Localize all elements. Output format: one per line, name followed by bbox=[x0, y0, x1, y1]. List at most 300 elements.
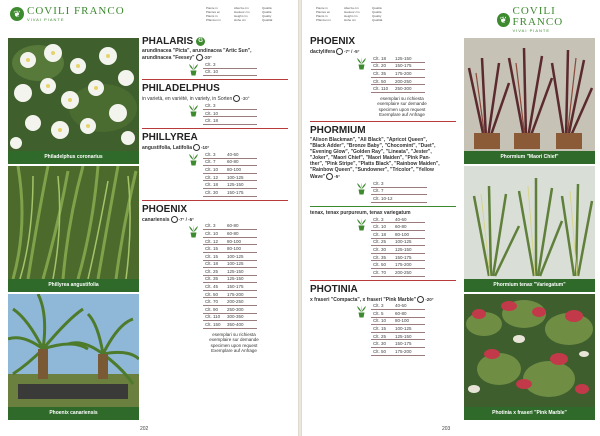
height-range: 40-60 bbox=[393, 303, 425, 310]
note-line: Exemplare auf Anfrage bbox=[211, 348, 257, 354]
legend-text: Hauteur cm bbox=[344, 10, 360, 14]
legend-text: Qualité bbox=[262, 10, 272, 14]
catalog-entry bbox=[310, 36, 458, 118]
container-size: Clt. 12 bbox=[203, 237, 225, 245]
brand-sub: VIVAI PIANTE bbox=[512, 28, 551, 33]
height-range: 250-300 bbox=[393, 85, 425, 93]
height-range bbox=[225, 68, 257, 76]
table-row bbox=[371, 216, 425, 223]
entry-title bbox=[142, 204, 290, 215]
container-size: Clt. 35 bbox=[371, 70, 393, 78]
legend-text: Altezza cm bbox=[234, 6, 249, 10]
table-row bbox=[371, 62, 425, 70]
entry-subtitle-text: "Black Adder", "Bronze Baby", "Chocomint", "Duet", bbox=[310, 142, 436, 149]
hardiness-icon bbox=[417, 296, 424, 303]
container-size: Clt. 18 bbox=[371, 230, 393, 238]
entry-subtitle-text: tenax, tenax purpureum, tenax variegatum bbox=[310, 209, 411, 216]
container-size: Clt. 35 bbox=[371, 253, 393, 261]
catalog-entry bbox=[310, 280, 458, 356]
table-row bbox=[371, 85, 425, 93]
container-size: Clt. 18 bbox=[203, 181, 225, 189]
table-row bbox=[371, 261, 425, 269]
entry-title-text: PHOENIX bbox=[310, 36, 356, 47]
table-row bbox=[203, 283, 257, 291]
legend-text: Hauteur cm bbox=[234, 10, 250, 14]
entry-subtitle-text: arundinacea "Picta", arundinacea "Artic Sun", bbox=[142, 48, 252, 54]
height-range: 60-80 bbox=[225, 230, 257, 238]
container-size: Clt. 18 bbox=[371, 55, 393, 62]
height-range: 80-100 bbox=[225, 237, 257, 245]
entry-title-text: PHILADELPHUS bbox=[142, 83, 220, 95]
legend-text: Höhe cm bbox=[344, 18, 357, 22]
entry-subtitle bbox=[142, 95, 290, 102]
height-range bbox=[225, 102, 257, 109]
table-row bbox=[203, 151, 257, 158]
photo-caption: Phillyrea angustifolia bbox=[8, 279, 139, 292]
sizes-table bbox=[203, 61, 257, 76]
container-size: Clt. 110 bbox=[203, 313, 225, 321]
brand-name: COVILI FRANCO bbox=[512, 5, 564, 28]
table-row bbox=[371, 223, 425, 231]
height-range: 175-200 bbox=[393, 348, 425, 356]
hardiness-value: -5° bbox=[334, 173, 341, 179]
height-range: 125-150 bbox=[225, 275, 257, 283]
table-row bbox=[371, 268, 425, 276]
legend-text: Piante in bbox=[206, 6, 218, 10]
height-range bbox=[395, 180, 427, 187]
section-divider bbox=[310, 206, 456, 207]
legend-text: Plantes en bbox=[206, 10, 221, 14]
container-size: Clt. 3 bbox=[371, 303, 393, 310]
hardiness-value: -7° / -5° bbox=[178, 216, 194, 222]
container-size: Clt. 3 bbox=[371, 216, 393, 223]
container-size: Clt. 3 bbox=[203, 151, 225, 158]
table-row bbox=[371, 348, 425, 356]
container-size: Clt. 25 bbox=[203, 268, 225, 276]
container-size: Clt. 7 bbox=[371, 187, 395, 195]
table-row bbox=[203, 268, 257, 276]
height-range: 200-250 bbox=[393, 268, 425, 276]
legend-text: Qualità bbox=[262, 6, 272, 10]
note-line: esemplari su richiesta bbox=[380, 95, 424, 101]
left-content bbox=[142, 34, 290, 356]
legend-column bbox=[206, 6, 228, 22]
table-row bbox=[371, 195, 427, 203]
legend-column bbox=[316, 6, 338, 22]
sizes-block bbox=[188, 61, 290, 76]
legend-column bbox=[262, 6, 284, 22]
potted-plant-icon bbox=[356, 305, 367, 318]
height-range: 100-125 bbox=[225, 173, 257, 181]
table-row bbox=[203, 173, 257, 181]
container-size: Clt. 12 bbox=[203, 173, 225, 181]
photo-phormium-tenax bbox=[464, 166, 595, 292]
note-line: exemplaire sur demande bbox=[377, 101, 427, 107]
potted-plant-icon bbox=[188, 104, 199, 117]
entry-title bbox=[142, 83, 290, 94]
legend-text: Quality bbox=[372, 14, 382, 18]
photo-phoenix-canariensis bbox=[8, 294, 139, 420]
table-row bbox=[203, 290, 257, 298]
height-range: 200-250 bbox=[393, 77, 425, 85]
photo-philadelphus bbox=[8, 38, 139, 164]
photo-image bbox=[8, 294, 139, 407]
legend-text: Qualità bbox=[372, 6, 382, 10]
note-line: esemplari su richiesta bbox=[212, 331, 256, 337]
entry-subtitle-text: canariensis bbox=[142, 216, 170, 223]
entry-subtitle-text: x fraseri "Compacta", x fraseri "Pink Marble" bbox=[310, 296, 417, 303]
note-line: Exemplare auf Anfrage bbox=[379, 112, 425, 118]
container-size: Clt. 3 bbox=[203, 223, 225, 230]
catalog-entry bbox=[142, 36, 290, 76]
brand-sub: VIVAI PIANTE bbox=[27, 17, 65, 22]
catalog-entry bbox=[310, 206, 458, 277]
height-range: 40-60 bbox=[225, 151, 257, 158]
legend-text: Pflanzen in bbox=[316, 18, 331, 22]
container-size: Clt. 25 bbox=[371, 238, 393, 246]
height-range: 80-100 bbox=[225, 166, 257, 174]
hardiness-icon bbox=[171, 216, 178, 223]
specimen-note bbox=[184, 332, 284, 354]
container-size: Clt. 30 bbox=[371, 246, 393, 254]
table-row bbox=[203, 181, 257, 189]
container-size: Clt. 10 bbox=[203, 230, 225, 238]
brand-logo bbox=[10, 6, 125, 22]
height-range: 60-80 bbox=[393, 310, 425, 318]
height-range: 125-150 bbox=[393, 332, 425, 340]
right-content bbox=[310, 34, 458, 356]
container-size: Clt. 10 bbox=[371, 223, 393, 231]
height-range: 125-150 bbox=[393, 55, 425, 62]
container-size: Clt. 18 bbox=[203, 260, 225, 268]
table-row bbox=[371, 317, 425, 325]
table-row bbox=[203, 306, 257, 314]
container-size: Clt. 45 bbox=[203, 283, 225, 291]
table-row bbox=[203, 117, 257, 125]
legend-text: Pflanzen in bbox=[206, 18, 221, 22]
height-range: 100-125 bbox=[225, 260, 257, 268]
height-range: 125-150 bbox=[393, 246, 425, 254]
left-photo-column bbox=[8, 38, 139, 422]
entry-subtitle-text: in varietà, en variété, in variety, in Sorten bbox=[142, 96, 233, 103]
hardiness-value: -10° bbox=[201, 144, 210, 150]
hardiness-value: -20° bbox=[203, 54, 212, 60]
height-range bbox=[395, 195, 427, 203]
height-range: 200-250 bbox=[225, 298, 257, 306]
container-size: Clt. 110 bbox=[371, 85, 393, 93]
photo-image bbox=[464, 38, 595, 151]
table-row bbox=[203, 188, 257, 196]
entry-subtitle bbox=[142, 54, 290, 61]
photo-image bbox=[8, 38, 139, 151]
entry-subtitle-text: "Evening Glow", "Golden Ray", "Lineata", "Jester", bbox=[310, 148, 432, 155]
photo-phormium-maori bbox=[464, 38, 595, 164]
container-size: Clt. 70 bbox=[203, 298, 225, 306]
entry-subtitle bbox=[310, 173, 458, 180]
height-range: 150-175 bbox=[225, 283, 257, 291]
legend-text: Plants in bbox=[206, 14, 218, 18]
table-row bbox=[203, 321, 257, 329]
table-row bbox=[203, 109, 257, 117]
height-range: 150-175 bbox=[225, 188, 257, 196]
catalog-entry bbox=[142, 79, 290, 125]
entry-subtitle bbox=[310, 296, 458, 303]
entry-subtitle-text: Wave" bbox=[310, 173, 326, 180]
table-row bbox=[371, 332, 425, 340]
potted-plant-icon bbox=[188, 225, 199, 238]
table-row bbox=[203, 230, 257, 238]
height-range: 100-125 bbox=[393, 238, 425, 246]
entry-subtitle-text: "Alison Blackman", "All Black", "Apricot Queen", bbox=[310, 136, 428, 143]
legend-text: Piante in bbox=[316, 6, 328, 10]
height-range bbox=[395, 187, 427, 195]
container-size: Clt. 15 bbox=[371, 325, 393, 333]
section-divider bbox=[142, 200, 288, 201]
table-row bbox=[371, 187, 427, 195]
catalog-entry bbox=[142, 200, 290, 354]
container-size: Clt. 150 bbox=[203, 321, 225, 329]
entry-subtitle-text: arundinacea "Feesey" bbox=[142, 54, 195, 61]
container-size: Clt. 50 bbox=[203, 290, 225, 298]
container-size: Clt. 15 bbox=[203, 245, 225, 253]
note-line: specimen upon request bbox=[210, 342, 258, 348]
legend-column bbox=[372, 6, 394, 22]
height-range: 175-200 bbox=[393, 70, 425, 78]
sizes-table bbox=[203, 223, 257, 329]
height-range: 100-125 bbox=[225, 252, 257, 260]
section-divider bbox=[310, 121, 456, 122]
hardiness-icon bbox=[193, 144, 200, 151]
entry-title-text: PHORMIUM bbox=[310, 124, 366, 136]
page-number: 202 bbox=[140, 426, 149, 432]
legend-text: Qualität bbox=[262, 18, 273, 22]
height-range: 175-200 bbox=[225, 290, 257, 298]
legend-text: Plants in bbox=[316, 14, 328, 18]
table-row bbox=[371, 325, 425, 333]
table-row bbox=[371, 246, 425, 254]
table-row bbox=[203, 166, 257, 174]
height-range: 60-80 bbox=[225, 223, 257, 230]
height-range: 150-175 bbox=[393, 340, 425, 348]
height-range: 150-175 bbox=[393, 62, 425, 70]
photo-caption: Philadelphus coronarius bbox=[8, 151, 139, 164]
container-size: Clt. 3 bbox=[203, 102, 225, 109]
photo-caption: Phormium tenax "Variegatum" bbox=[464, 279, 595, 292]
container-size: Clt. 25 bbox=[371, 332, 393, 340]
hardiness-value: -30° bbox=[241, 96, 250, 102]
container-size: Clt. 70 bbox=[371, 268, 393, 276]
height-range: 350-400 bbox=[225, 321, 257, 329]
height-range: 150-175 bbox=[393, 253, 425, 261]
table-row bbox=[371, 70, 425, 78]
sizes-block bbox=[356, 303, 458, 356]
entry-title bbox=[310, 125, 458, 136]
photo-photinia bbox=[464, 294, 595, 420]
photo-image bbox=[464, 166, 595, 279]
height-range: 80-100 bbox=[225, 245, 257, 253]
table-row bbox=[203, 237, 257, 245]
container-size: Clt. 30 bbox=[371, 340, 393, 348]
table-row bbox=[203, 252, 257, 260]
entry-title bbox=[310, 36, 458, 47]
container-size: Clt. 90 bbox=[203, 306, 225, 314]
entry-title-text: PHALARIS bbox=[142, 36, 194, 47]
table-row bbox=[203, 275, 257, 283]
height-range: 60-80 bbox=[225, 158, 257, 166]
entry-subtitle-text: ther", "Pink Stripe", "Platts Black", "Rainbow Maiden", bbox=[310, 160, 440, 167]
right-page bbox=[302, 0, 600, 436]
sizes-table bbox=[203, 102, 257, 125]
section-divider bbox=[310, 280, 456, 281]
height-range: 100-125 bbox=[393, 325, 425, 333]
container-size: Clt. 15 bbox=[203, 252, 225, 260]
container-size: Clt. 50 bbox=[371, 348, 393, 356]
catalog-entry bbox=[142, 128, 290, 197]
height-range bbox=[225, 109, 257, 117]
table-row bbox=[371, 180, 427, 187]
legend-text: Höhe cm bbox=[234, 18, 247, 22]
entry-subtitle-text: "Rainbow Queen", "Sundowner", "Tricolor", "Yellow bbox=[310, 166, 434, 173]
section-divider bbox=[142, 79, 288, 80]
leaf-icon: ❦ bbox=[497, 13, 510, 27]
table-row bbox=[203, 298, 257, 306]
height-range: 300-350 bbox=[225, 313, 257, 321]
height-range: 175-200 bbox=[393, 261, 425, 269]
table-row bbox=[203, 245, 257, 253]
table-row bbox=[371, 230, 425, 238]
table-row bbox=[371, 238, 425, 246]
table-row bbox=[371, 55, 425, 62]
table-row bbox=[371, 340, 425, 348]
legend-column bbox=[344, 6, 366, 22]
container-size: Clt. 20 bbox=[371, 62, 393, 70]
sizes-block bbox=[356, 180, 458, 203]
legend-text: Height cm bbox=[234, 14, 248, 18]
container-size: Clt. 7 bbox=[203, 158, 225, 166]
note-line: exemplaire sur demande bbox=[209, 337, 259, 343]
height-range: 80-100 bbox=[393, 317, 425, 325]
leaf-icon: ❦ bbox=[10, 7, 24, 21]
entry-subtitle bbox=[142, 216, 290, 223]
container-size: Clt. 30 bbox=[203, 188, 225, 196]
sizes-table bbox=[371, 55, 425, 93]
container-size: Clt. 50 bbox=[371, 77, 393, 85]
table-row bbox=[203, 260, 257, 268]
container-size: Clt. 18 bbox=[203, 117, 225, 125]
photo-caption: Phormium "Maori Chief" bbox=[464, 151, 595, 164]
table-row bbox=[371, 77, 425, 85]
legend-text: Qualität bbox=[372, 18, 383, 22]
table-row bbox=[203, 102, 257, 109]
table-row bbox=[203, 313, 257, 321]
note-line: specimen upon request bbox=[378, 106, 426, 112]
entry-subtitle bbox=[310, 48, 458, 55]
legend bbox=[316, 6, 394, 22]
entry-title-text: PHOENIX bbox=[142, 203, 188, 215]
entry-subtitle-text: dactylifera bbox=[310, 48, 336, 55]
page-number: 203 bbox=[442, 426, 451, 432]
potted-plant-icon bbox=[356, 182, 367, 195]
potted-plant-icon bbox=[356, 218, 367, 231]
height-range bbox=[225, 117, 257, 125]
sizes-table bbox=[203, 151, 257, 197]
table-row bbox=[203, 68, 257, 76]
height-range: 250-300 bbox=[225, 306, 257, 314]
potted-plant-icon bbox=[356, 57, 367, 70]
height-range: 60-80 bbox=[393, 223, 425, 231]
legend-text: Height cm bbox=[344, 14, 358, 18]
sizes-block bbox=[188, 223, 290, 329]
sizes-block bbox=[356, 216, 458, 277]
table-row bbox=[203, 61, 257, 68]
container-size: Clt. 10 bbox=[203, 166, 225, 174]
legend-text: Qualité bbox=[372, 10, 382, 14]
legend-text: Plantes en bbox=[316, 10, 331, 14]
potted-plant-icon bbox=[188, 63, 199, 76]
height-range: 125-150 bbox=[225, 268, 257, 276]
sizes-block bbox=[188, 102, 290, 125]
entry-title-text: PHILLYREA bbox=[142, 131, 198, 143]
brand-logo bbox=[497, 6, 600, 33]
entry-title-text: PHOTINIA bbox=[310, 283, 358, 295]
entry-subtitle bbox=[142, 144, 290, 151]
entry-title bbox=[142, 36, 290, 47]
legend-column bbox=[234, 6, 256, 22]
container-size: Clt. 50 bbox=[371, 261, 393, 269]
photo-caption: Photinia x fraseri "Pink Marble" bbox=[464, 407, 595, 420]
hardiness-icon bbox=[233, 95, 240, 102]
catalog-entry bbox=[310, 121, 458, 203]
photo-image bbox=[8, 166, 139, 279]
container-size: Clt. 10-12 bbox=[373, 195, 393, 201]
hardiness-value: -20° bbox=[425, 296, 434, 302]
section-divider bbox=[142, 128, 288, 129]
hardiness-value: -7° / -5° bbox=[344, 48, 360, 54]
container-size: Clt. 35 bbox=[203, 275, 225, 283]
entry-title bbox=[142, 132, 290, 143]
potted-plant-icon bbox=[188, 153, 199, 166]
entry-title bbox=[310, 284, 458, 295]
photo-caption: Phoenix canariensis bbox=[8, 407, 139, 420]
specimen-note bbox=[352, 96, 452, 118]
legend bbox=[206, 6, 284, 22]
container-size: Clt. 10 bbox=[371, 317, 393, 325]
category-badge: G bbox=[196, 37, 205, 46]
container-size: Clt. 10 bbox=[203, 68, 225, 76]
sizes-block bbox=[188, 151, 290, 197]
table-row bbox=[371, 310, 425, 318]
hardiness-icon bbox=[336, 48, 343, 55]
left-page bbox=[0, 0, 298, 436]
photo-phillyrea bbox=[8, 166, 139, 292]
hardiness-icon bbox=[196, 54, 203, 61]
sizes-table bbox=[371, 216, 425, 277]
height-range: 125-150 bbox=[225, 181, 257, 189]
sizes-table bbox=[371, 180, 427, 203]
table-row bbox=[371, 253, 425, 261]
entry-subtitle-text: angustifolia, Latifolia bbox=[142, 144, 193, 151]
table-row bbox=[371, 303, 425, 310]
entry-subtitle-text: "Joker", "Maori Chief", "Maori Maiden", "Pink Pan- bbox=[310, 154, 431, 161]
legend-text: Quality bbox=[262, 14, 272, 18]
sizes-block bbox=[356, 55, 458, 93]
container-size: Clt. 10 bbox=[203, 109, 225, 117]
right-photo-column bbox=[464, 38, 595, 422]
container-size: Clt. 3 bbox=[203, 61, 225, 68]
table-row bbox=[203, 223, 257, 230]
hardiness-icon bbox=[326, 173, 333, 180]
container-size: Clt. 5 bbox=[371, 310, 393, 318]
